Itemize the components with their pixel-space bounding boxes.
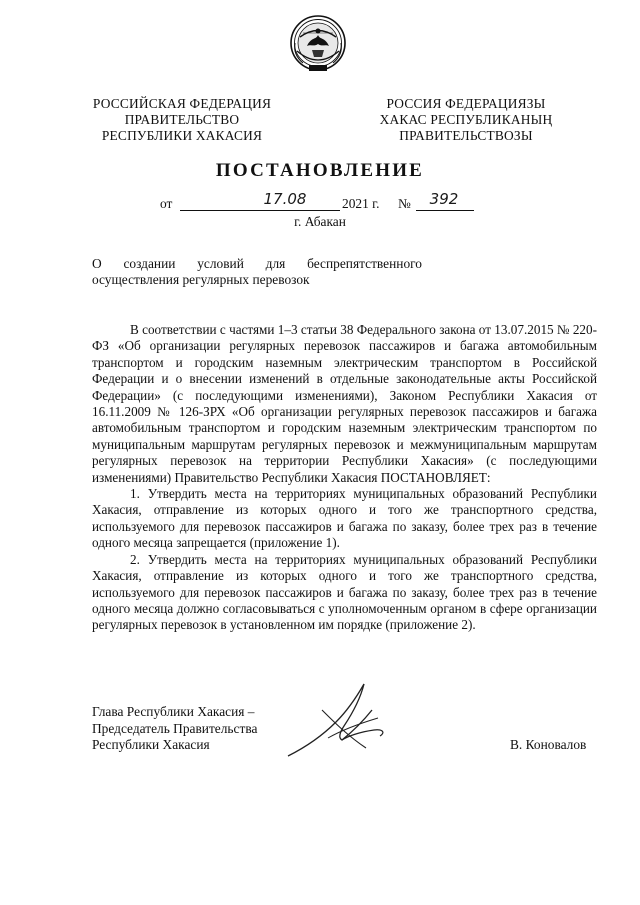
document-subject bbox=[92, 256, 422, 288]
signatory-name: В. Коновалов bbox=[510, 737, 587, 752]
header-left bbox=[82, 96, 282, 144]
city: г. Абакан bbox=[294, 214, 346, 229]
position-line: Глава Республики Хакасия – bbox=[92, 704, 255, 719]
header-left-line: РЕСПУБЛИКИ ХАКАСИЯ bbox=[101, 128, 263, 143]
date-underline bbox=[180, 190, 340, 211]
position-line: Председатель Правительства bbox=[92, 720, 258, 736]
handwritten-signature-icon bbox=[282, 670, 394, 762]
date-from-label: от bbox=[160, 196, 173, 211]
date-handwritten: 17.08 bbox=[263, 190, 307, 208]
coat-of-arms-emblem-icon bbox=[287, 13, 349, 77]
signature-position bbox=[92, 704, 257, 754]
subject-line: осуществления регулярных перевозок bbox=[92, 272, 310, 287]
header-right-line: РОССИЯ ФЕДЕРАЦИЯЗЫ bbox=[386, 96, 546, 111]
document-title: ПОСТАНОВЛЕНИЕ bbox=[215, 160, 425, 181]
year-label: 2021 г. bbox=[342, 196, 380, 211]
subject-line: О создании условий для беспрепятственного bbox=[92, 256, 422, 271]
header-right bbox=[362, 96, 570, 144]
body-paragraph: В соответствии с частями 1–3 статьи 38 Федерального закона от 13.07.2015 № 220-ФЗ «Об организации регулярных перевозок пассажиров и багажа автомобильным транспортом и городским наземным электрическим транспортом в Российской Федерации и о внесении изменений в отдельные законодательные акты Российской Федерации» (с последующими изменениями), Законом Республики Хакасия от 16.11.2009 № 126-ЗРХ «Об организации регулярных перевозок пассажиров и багажа автомобильным транспортом и городским наземным электрическим транспортом по муниципальным маршрутам регулярных перевозок и межмуниципальным маршрутам регулярных перевозок на территории Республики Хакасия» (с последующими изменениями) Правительство Республики Хакасия ПОСТАНОВЛЯЕТ: bbox=[92, 322, 597, 485]
header-right-line: ПРАВИТЕЛЬСТВОЗЫ bbox=[399, 128, 533, 143]
document-body bbox=[92, 322, 597, 634]
body-paragraph: 1. Утвердить места на территориях муниципальных образований Республики Хакасия, отправление из которых одного и того же транспортного средства, используемого для перевозок пассажиров и багажа по заказу, более трех раз в течение одного месяца запрещается (приложение 1). bbox=[92, 486, 597, 551]
position-line: Республики Хакасия bbox=[92, 737, 210, 752]
number-label: № bbox=[398, 196, 411, 211]
header-right-line: ХАКАС РЕСПУБЛИКАНЫҢ bbox=[379, 112, 553, 127]
number-handwritten: 392 bbox=[429, 190, 459, 208]
header-left-line: РОССИЙСКАЯ ФЕДЕРАЦИЯ bbox=[92, 96, 272, 111]
header-left-line: ПРАВИТЕЛЬСТВО bbox=[124, 112, 240, 127]
body-paragraph: 2. Утвердить места на территориях муниципальных образований Республики Хакасия, отправление из которых одного и того же транспортного средства, используемого для перевозок пассажиров и багажа по заказу, более трех раз в течение одного месяца должно согласовываться с уполномоченным органом в сфере организации регулярных перевозок в установленном им порядке (приложение 2). bbox=[92, 551, 597, 633]
date-line bbox=[160, 190, 500, 216]
number-underline bbox=[416, 190, 474, 211]
